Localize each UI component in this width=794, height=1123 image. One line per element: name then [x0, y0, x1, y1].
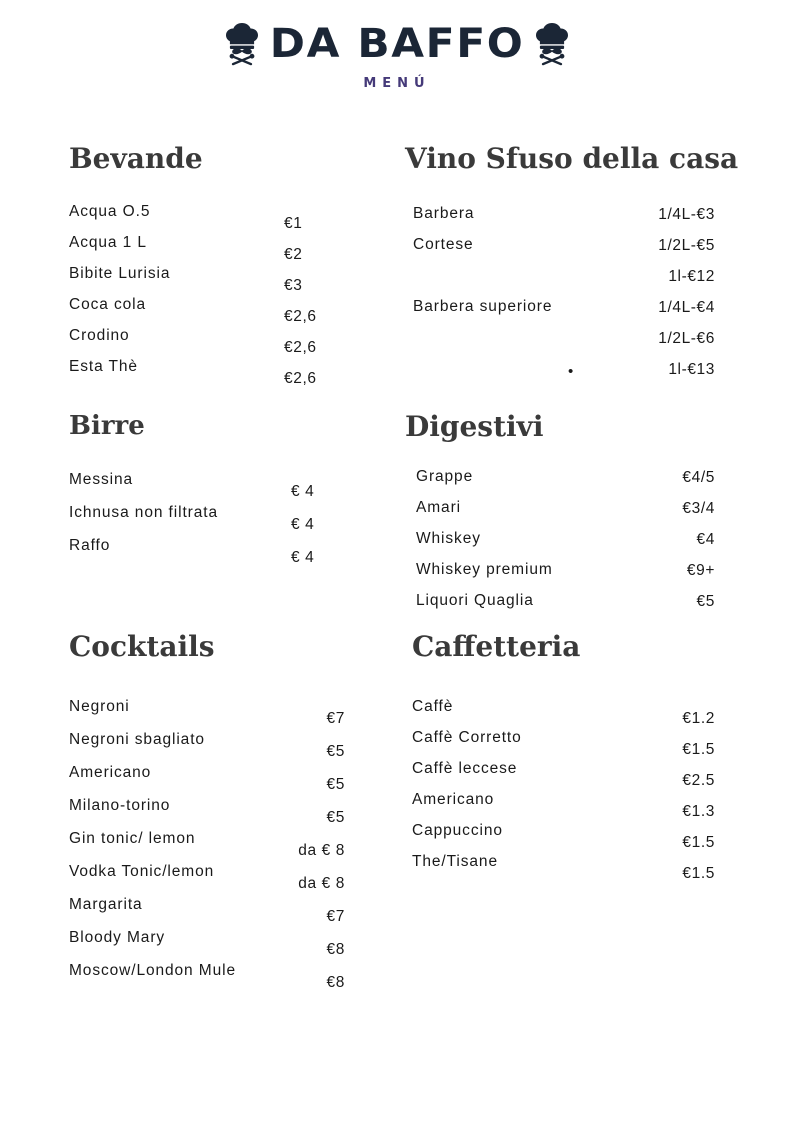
section-vino-sfuso — [405, 142, 739, 391]
item-price: € 4 — [291, 549, 315, 566]
item-name: Liquori Quaglia — [416, 592, 534, 609]
item-name: Cappuccino — [412, 822, 503, 839]
item-price: 1/4L-€4 — [658, 299, 715, 316]
item-price: 1/2L-€6 — [658, 330, 715, 347]
menu-row — [413, 205, 715, 236]
item-price: da € 8 — [298, 842, 345, 859]
menu-row — [412, 822, 715, 853]
item-name: Amari — [416, 499, 461, 516]
item-name: Whiskey premium — [416, 561, 553, 578]
menu-row — [69, 863, 345, 896]
section-title-birre: Birre — [69, 411, 145, 441]
menu-row — [416, 499, 715, 530]
menu-row — [69, 797, 345, 830]
menu-row — [412, 791, 715, 822]
item-name: Raffo — [69, 537, 111, 554]
menu-row — [69, 537, 359, 570]
item-price: €2,6 — [284, 339, 317, 356]
section-birre — [69, 413, 359, 570]
list-bullet: • — [568, 363, 574, 380]
section-caffetteria — [412, 630, 715, 884]
item-price: €1.5 — [682, 834, 715, 851]
section-title-vino-sfuso: Vino Sfuso della casa — [405, 142, 739, 175]
menu-row — [69, 896, 345, 929]
chef-hat-mustache-utensils-icon-right — [531, 21, 573, 67]
menu-row — [413, 329, 715, 360]
item-price: 1/4L-€3 — [658, 206, 715, 223]
item-price: €2.5 — [682, 772, 715, 789]
menu-row — [412, 853, 715, 884]
menu-row — [413, 298, 715, 329]
item-name: Vodka Tonic/lemon — [69, 863, 215, 880]
item-name: Caffè leccese — [412, 760, 518, 777]
menu-row — [412, 698, 715, 729]
item-price: €1.5 — [682, 865, 715, 882]
menu-row — [69, 265, 359, 296]
menu-row — [413, 236, 715, 267]
menu-row — [69, 731, 345, 764]
item-name: Milano-torino — [69, 797, 171, 814]
section-title-caffetteria: Caffetteria — [412, 630, 581, 663]
section-digestivi — [405, 410, 715, 623]
item-name: Negroni — [69, 698, 130, 715]
menu-row — [69, 504, 359, 537]
section-cocktails — [69, 630, 345, 995]
brand-logo — [0, 18, 794, 70]
item-name: Negroni sbagliato — [69, 731, 205, 748]
item-name: Cortese — [413, 236, 474, 253]
item-price: €1.3 — [682, 803, 715, 820]
item-price: €7 — [326, 908, 345, 925]
menu-row — [416, 468, 715, 499]
menu-row — [69, 296, 359, 327]
item-name: Margarita — [69, 896, 143, 913]
item-price: €2,6 — [284, 308, 317, 325]
menu-row — [69, 929, 345, 962]
section-title-bevande: Bevande — [69, 142, 203, 175]
item-name: Coca cola — [69, 296, 147, 313]
item-name: Acqua O.5 — [69, 203, 151, 220]
bevande-list — [69, 203, 359, 389]
menu-header — [0, 18, 794, 91]
digestivi-list — [405, 468, 715, 623]
item-price: da € 8 — [298, 875, 345, 892]
item-price: 1l-€13 — [668, 361, 715, 378]
menu-row — [69, 203, 359, 234]
item-price: €4 — [696, 531, 715, 548]
birre-list — [69, 471, 359, 570]
item-price: €8 — [326, 941, 345, 958]
menu-row — [69, 830, 345, 863]
item-name: Whiskey — [416, 530, 481, 547]
item-price: €9+ — [686, 562, 715, 579]
menu-row — [416, 592, 715, 623]
item-name: Caffè Corretto — [412, 729, 522, 746]
item-price: 1l-€12 — [668, 268, 715, 285]
item-name: Esta Thè — [69, 358, 138, 375]
section-title-digestivi: Digestivi — [405, 410, 544, 443]
item-name: Ichnusa non filtrata — [69, 504, 218, 521]
item-price: 1/2L-€5 — [658, 237, 715, 254]
item-name: Americano — [69, 764, 152, 781]
item-name: Bibite Lurisia — [69, 265, 171, 282]
item-price: €5 — [696, 593, 715, 610]
item-price: €1.5 — [682, 741, 715, 758]
menu-row — [69, 234, 359, 265]
chef-hat-mustache-utensils-icon-left — [221, 21, 263, 67]
item-name: Crodino — [69, 327, 130, 344]
item-price: € 4 — [291, 516, 315, 533]
item-price: €3 — [284, 277, 303, 294]
menu-row — [69, 327, 359, 358]
menu-row — [413, 267, 715, 298]
item-name: Barbera superiore — [413, 298, 553, 315]
menu-subtitle: MENÚ — [363, 76, 431, 91]
item-price: €7 — [326, 710, 345, 727]
item-name: Caffè — [412, 698, 454, 715]
menu-row — [69, 471, 359, 504]
vino-list — [405, 205, 715, 391]
cocktails-list — [69, 698, 345, 995]
item-name: Moscow/London Mule — [69, 962, 236, 979]
caffetteria-list — [412, 698, 715, 884]
item-name: Americano — [412, 791, 495, 808]
item-name: Acqua 1 L — [69, 234, 147, 251]
item-name: Grappe — [416, 468, 474, 485]
menu-row — [413, 360, 715, 391]
menu-row — [416, 561, 715, 592]
menu-row — [69, 962, 345, 995]
item-price: €3/4 — [682, 500, 715, 517]
item-price: €2 — [284, 246, 303, 263]
item-name: Bloody Mary — [69, 929, 166, 946]
item-price: €4/5 — [682, 469, 715, 486]
section-title-cocktails: Cocktails — [69, 630, 215, 663]
menu-row — [69, 764, 345, 797]
item-name: The/Tisane — [412, 853, 498, 870]
item-price: €8 — [326, 974, 345, 991]
item-price: €1 — [284, 215, 303, 232]
menu-row — [412, 760, 715, 791]
menu-row — [416, 530, 715, 561]
menu-row — [69, 698, 345, 731]
item-price: €5 — [326, 809, 345, 826]
menu-row — [412, 729, 715, 760]
brand-name: DA BAFFO — [269, 21, 525, 67]
item-name: Gin tonic/ lemon — [69, 830, 196, 847]
section-bevande — [69, 142, 359, 389]
item-name: Barbera — [413, 205, 475, 222]
item-price: € 4 — [291, 483, 315, 500]
menu-row — [69, 358, 359, 389]
item-price: €2,6 — [284, 370, 317, 387]
item-price: €5 — [326, 776, 345, 793]
item-price: €1.2 — [682, 710, 715, 727]
item-price: €5 — [326, 743, 345, 760]
item-name: Messina — [69, 471, 134, 488]
